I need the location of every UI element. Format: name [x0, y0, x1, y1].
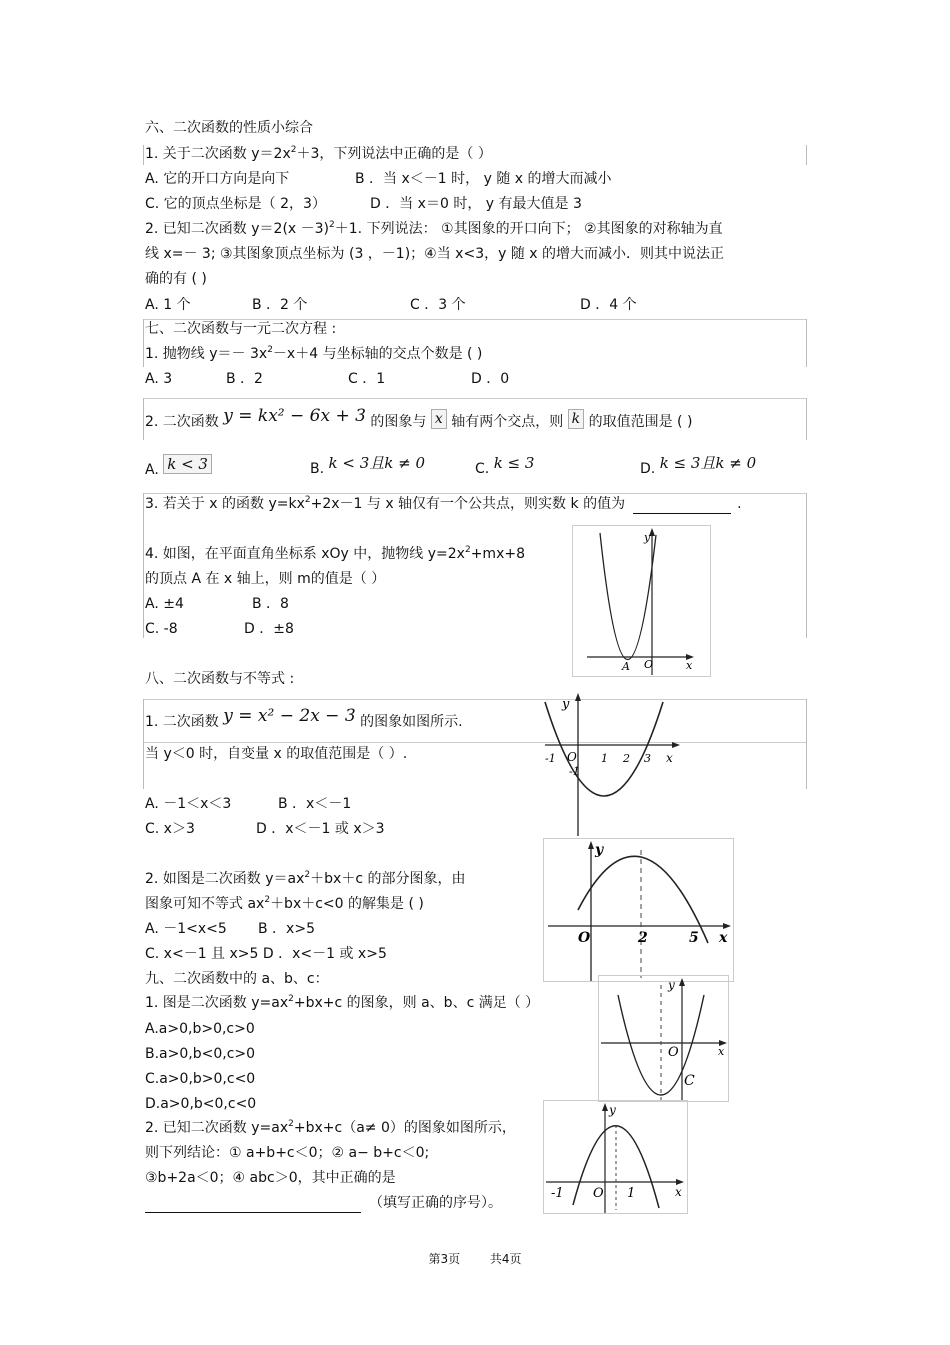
s8-q1-option-b: B ．x＜－1: [278, 796, 352, 812]
rule: [143, 145, 144, 165]
figure-parabola-conclusions: [543, 1100, 689, 1215]
s7-q1-option-a: A. 3: [145, 371, 173, 387]
parabola-curve: [600, 533, 656, 660]
s7-q2-option-b: B. k < 3且k ≠ 0: [310, 454, 425, 477]
figure-frame: [573, 526, 711, 677]
tick-label-y-minus-1: -1: [569, 765, 580, 778]
rule: [806, 319, 807, 367]
answer-blank[interactable]: [145, 1194, 361, 1213]
figure-parabola-vertex-a: [572, 525, 712, 678]
rule: [143, 493, 144, 638]
s7-q4-option-b: B ．8: [252, 596, 289, 612]
section-7-title: 七、二次函数与一元二次方程 :: [145, 321, 337, 337]
s7-question-4: 4. 如图，在平面直角坐标系 xOy 中，抛物线 $y=2x^2+mx+8$: [145, 545, 525, 562]
s8-q1-option-d: D ．x＜－1 或 x＞3: [256, 821, 385, 837]
s7-q4-option-a: A. ±4: [145, 596, 184, 612]
x-label: x: [686, 659, 693, 672]
x-label: x: [675, 1185, 682, 1199]
figure-parabola-abc: [598, 975, 730, 1103]
s6-question-1: 1. 关于二次函数 $y=2x^2+3$，下列说法中正确的是（ ）: [145, 145, 492, 162]
s7-q1-option-c: C ．1: [348, 371, 386, 387]
section-8-title: 八、二次函数与不等式 :: [145, 671, 295, 687]
figure-parabola-downward-2: [543, 838, 735, 983]
origin-label: O: [593, 1186, 604, 1201]
s9-question-2: 2. 已知二次函数 $y=ax^2+bx+c(a\ne 0)$的图象如图所示，: [145, 1119, 516, 1136]
arrow-icon: [575, 693, 581, 701]
s8-q1-line-2: 当 y＜0 时，自变量 x 的取值范围是（ ）.: [145, 746, 408, 762]
s6-q1-option-b: B ．当 x＜－1 时， y 随 x 的增大而减小: [355, 171, 612, 187]
rule: [143, 699, 144, 789]
point-c-label: C: [684, 1073, 695, 1089]
y-label: y: [595, 842, 604, 858]
tick-label-minus-1: -1: [551, 1186, 564, 1201]
tick-label-1: 1: [627, 1186, 636, 1201]
y-label: y: [609, 1103, 616, 1117]
y-label: y: [668, 978, 675, 992]
s6-question-2: 2. 已知二次函数 $y=2(x -3)^2+1$. 下列说法： ①其图象的开口向下； ②其图象的对称轴为直: [145, 220, 723, 237]
arrow-icon: [672, 742, 680, 748]
rule: [143, 319, 144, 367]
s7-q2-formula: y = kx² − 6x + 3: [223, 406, 366, 426]
s6-q1-option-d: D ．当 x＝0 时， y 有最大值是 3: [370, 196, 582, 212]
s7-q2-k-box: k: [568, 409, 584, 429]
s9-question-1: 1. 图是二次函数 $y=ax^2+bx+c$ 的图象，则 a、b、c 满足（ ）: [145, 994, 540, 1011]
s7-q2-option-a: A. k < 3: [145, 459, 212, 479]
tick-label-5: 5: [689, 930, 699, 946]
section-6-title: 六、二次函数的性质小综合: [145, 120, 313, 136]
page-footer: [0, 1250, 950, 1267]
tick-label-2: 2: [638, 930, 648, 946]
s6-q2-option-a: A. 1 个: [145, 297, 191, 313]
arrow-icon: [723, 923, 731, 929]
y-label: y: [644, 531, 651, 544]
s8-q2-option-b: B ．x>5: [258, 921, 315, 937]
s8-q1-option-a: A. －1＜x＜3: [145, 796, 232, 812]
rule: [143, 493, 806, 494]
x-label: x: [719, 930, 728, 946]
parabola-curve: [545, 702, 663, 796]
s6-q2-line-2: 线 x=－ 3; ③其图象顶点坐标为 (3 ，－1)；④当 x<3，y 随 x 的增大而减小．则其中说法正: [145, 246, 725, 262]
figure-frame: [599, 976, 729, 1102]
arrow-icon: [679, 978, 685, 986]
s8-question-2: 2. 如图是二次函数 $y=ax^2+bx+c$ 的部分图象，由: [145, 870, 466, 887]
s8-q1-formula: y = x² − 2x − 3: [223, 706, 356, 726]
page-number: 第3页: [428, 1252, 461, 1266]
s8-q2-option-a: A. －1<x<5: [145, 921, 227, 937]
s7-q2-option-c: C. k ≤ 3: [475, 454, 535, 477]
s9-q2-line-3: ③b+2a＜0；④ abc＞0，其中正确的是: [145, 1170, 396, 1186]
rule: [143, 398, 806, 399]
rule: [806, 493, 807, 638]
origin-label: O: [567, 750, 577, 764]
s9-q1-option-d: D.a>0,b<0,c<0: [145, 1096, 257, 1112]
s6-q2-option-c: C ．3 个: [410, 297, 466, 313]
x-label: x: [666, 751, 673, 765]
tick-label-minus-1: -1: [545, 752, 556, 765]
page-total: 共4页: [489, 1252, 522, 1266]
s6-q1-option-c: C. 它的顶点坐标是（ 2，3）: [145, 196, 326, 212]
s9-q1-option-b: B.a>0,b<0,c>0: [145, 1046, 256, 1062]
tick-label-3: 3: [644, 752, 651, 765]
rule: [806, 145, 807, 165]
s8-q2-option-cd: C. x<－1 且 x>5 D ．x<－1 或 x>5: [145, 946, 387, 962]
origin-label: O: [578, 930, 591, 946]
section-9-title: 九、二次函数中的 a、b、c：: [145, 971, 329, 987]
figure-parabola-x2-2x-3: [540, 690, 682, 838]
s7-q4-option-d: D ．±8: [244, 621, 294, 637]
s8-question-1: 1. 二次函数 y = x² − 2x − 3 的图象如图所示.: [145, 706, 463, 730]
s7-question-2: 2. 二次函数 y = kx² − 6x + 3 的图象与 x 轴有两个交点，则 k 的取值范围是 ( ): [145, 406, 693, 430]
rule: [806, 699, 807, 789]
answer-blank[interactable]: [633, 495, 731, 514]
s7-q1-option-b: B ．2: [226, 371, 263, 387]
s9-q2-line-2: 则下列结论：① a+b+c＜0；② a− b+c＜0;: [145, 1145, 430, 1161]
x-label: x: [718, 1045, 725, 1058]
tick-label-1: 1: [601, 752, 608, 765]
point-a-label: A: [622, 660, 630, 673]
s8-q2-line-2: 图象可知不等式 $ax^2+bx+c<0$ 的解集是 ( ): [145, 895, 424, 912]
s6-q2-line-3: 确的有 ( ): [145, 271, 207, 287]
s9-q1-option-a: A.a>0,b>0,c>0: [145, 1021, 255, 1037]
s9-q1-option-c: C.a>0,b>0,c<0: [145, 1071, 256, 1087]
s8-q1-option-c: C. x＞3: [145, 821, 195, 837]
arrow-icon: [588, 841, 594, 849]
arrow-icon: [602, 1103, 608, 1111]
figure-frame: [544, 839, 734, 982]
rule: [143, 398, 144, 440]
rule: [143, 742, 806, 743]
s9-q2-line-4: （填写正确的序号）。: [145, 1194, 502, 1213]
origin-label: O: [644, 658, 654, 671]
s7-q1-option-d: D ．0: [471, 371, 510, 387]
s7-question-1: 1. 抛物线 $y=- 3x^2-x+4$ 与坐标轴的交点个数是 ( ): [145, 345, 483, 362]
s6-q2-option-d: D ．4 个: [580, 297, 637, 313]
origin-label: O: [668, 1045, 679, 1060]
s7-question-3: 3. 若关于 x 的函数 $y=kx^2+2x-1$ 与 x 轴仅有一个公共点，则实数 k 的值为 .: [145, 495, 742, 512]
s7-q4-option-c: C. -8: [145, 621, 178, 637]
y-label: y: [562, 697, 570, 712]
s7-q2-x-box: x: [431, 409, 447, 429]
tick-label-2: 2: [623, 752, 630, 765]
s7-q2-option-d: D. k ≤ 3且k ≠ 0: [640, 454, 757, 477]
s6-q1-option-a: A. 它的开口方向是向下: [145, 171, 290, 187]
s7-q4-line-2: 的顶点 A 在 x 轴上，则 m的值是（ ）: [145, 571, 386, 587]
rule: [143, 699, 806, 700]
s6-q2-option-b: B ．2 个: [252, 297, 308, 313]
rule: [806, 398, 807, 440]
